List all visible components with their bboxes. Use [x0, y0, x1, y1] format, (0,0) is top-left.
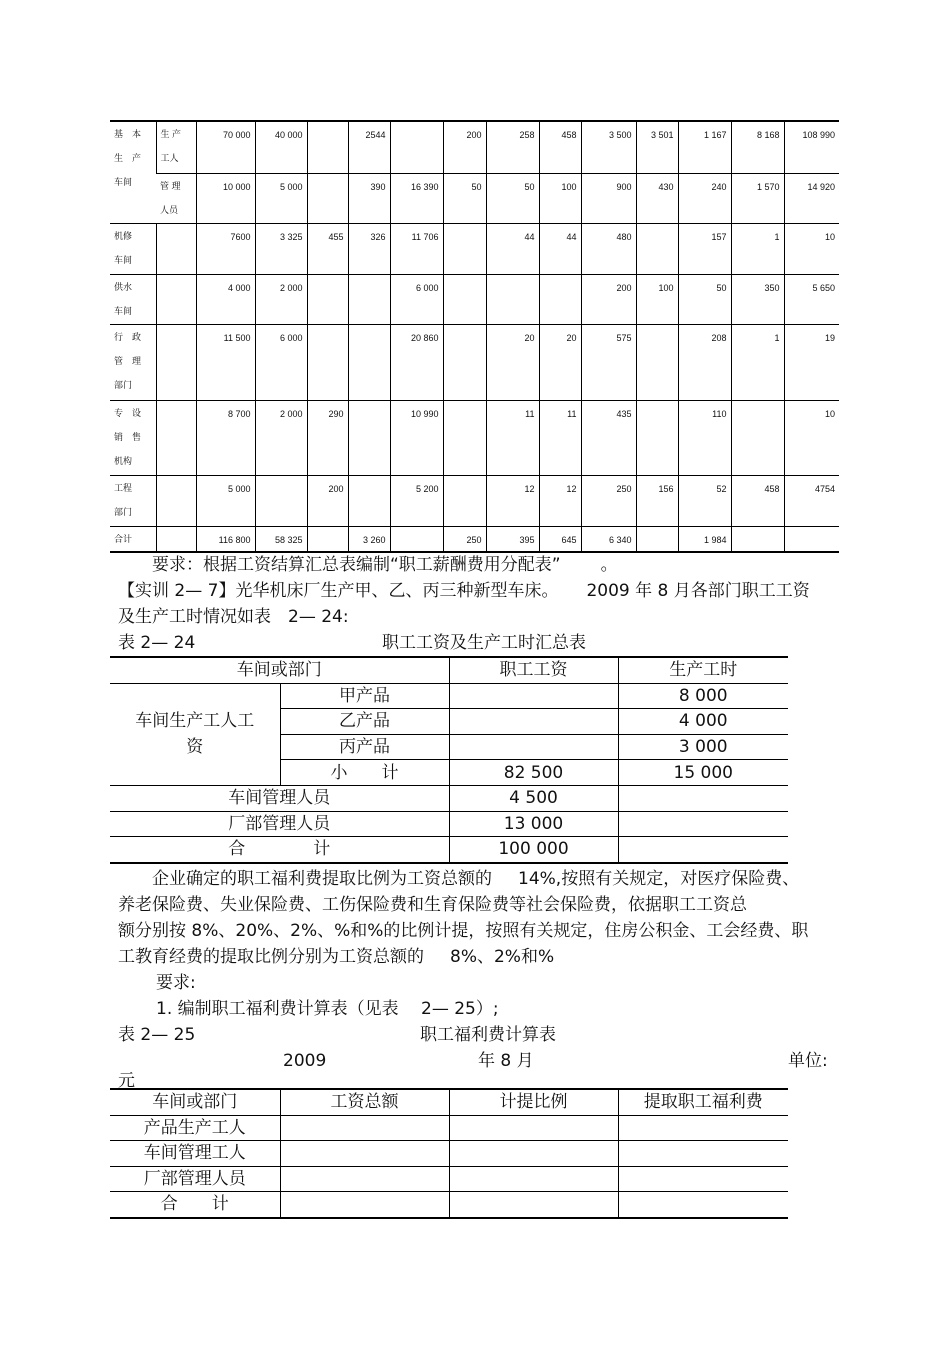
- t1-row-label: [110, 223, 156, 274]
- wage-hours-table: [110, 656, 788, 864]
- t3-row-name: 车间管理工人: [110, 1141, 280, 1167]
- t2-row-hours: 4 000: [618, 709, 788, 735]
- t2-row-wage: [449, 734, 618, 760]
- t3-row-name: 产品生产工人: [110, 1115, 280, 1141]
- paragraph-line3: 额分别按 8%、20%、2%、%和%的比例计提，按照有关规定，住房公积金、工会经费、职: [118, 921, 809, 941]
- t1-cell: 3 500: [581, 121, 636, 173]
- t1-cell: [443, 274, 486, 324]
- t1-cell: 250: [443, 526, 486, 552]
- t2-header-hours: 生产工时: [618, 657, 788, 683]
- t1-row-sublabel: [156, 400, 196, 475]
- t1-cell: 6 000: [255, 324, 307, 400]
- t1-row-sublabel: [156, 324, 196, 400]
- t1-cell: 157: [678, 223, 731, 274]
- t3-cell: [280, 1115, 449, 1141]
- t1-cell: 480: [581, 223, 636, 274]
- t1-cell: 4 000: [196, 274, 255, 324]
- t1-row-label: [110, 526, 156, 552]
- t3-cell: [449, 1166, 618, 1192]
- t1-cell: [784, 526, 839, 552]
- t1-cell: 40 000: [255, 121, 307, 173]
- t1-row: [110, 274, 839, 324]
- t1-cell: [390, 121, 443, 173]
- case-intro-line1: 【实训 2— 7】光华机床厂生产甲、乙、丙三种新型车床。 2009 年 8 月各部门职工工资: [118, 581, 810, 601]
- t1-cell: 11: [539, 400, 581, 475]
- t1-cell: 250: [581, 475, 636, 526]
- t2-row-hours: 8 000: [618, 683, 788, 709]
- t1-cell: [255, 475, 307, 526]
- t1-cell: 44: [539, 223, 581, 274]
- t2-row-hours: 3 000: [618, 734, 788, 760]
- t1-cell: 455: [307, 223, 348, 274]
- t1-cell: 58 325: [255, 526, 307, 552]
- t1-cell: 208: [678, 324, 731, 400]
- t1-label-line: 生 产: [114, 153, 142, 163]
- t1-cell: [443, 324, 486, 400]
- t1-cell: 44: [486, 223, 539, 274]
- t1-label-line: 专 设: [114, 407, 142, 418]
- table-2-24-title: 职工工资及生产工时汇总表: [382, 633, 586, 653]
- t1-cell: [307, 274, 348, 324]
- t1-label-line: 管 理: [114, 355, 142, 366]
- t1-cell: [348, 274, 390, 324]
- table-year: 2009: [283, 1051, 327, 1071]
- t2-row-hours: [618, 785, 788, 811]
- t1-row: [110, 324, 839, 400]
- t1-label-line: 合计: [114, 533, 133, 544]
- t1-cell: 20: [539, 324, 581, 400]
- t1-cell: 8 168: [731, 121, 784, 173]
- paragraph-line4: 工教育经费的提取比例分别为工资总额的 8%、2%和%: [118, 947, 555, 967]
- t3-cell: [280, 1166, 449, 1192]
- t1-cell: 430: [636, 173, 678, 223]
- t1-sublabel-line: 管 理: [160, 180, 181, 191]
- t1-cell: 435: [581, 400, 636, 475]
- t1-cell: 108 990: [784, 121, 839, 173]
- t1-cell: 10 990: [390, 400, 443, 475]
- t1-label-line: 机构: [114, 455, 133, 466]
- t1-cell: 10 000: [196, 173, 255, 223]
- t1-cell: [443, 400, 486, 475]
- welfare-calc-table: [110, 1088, 788, 1219]
- t1-cell: [636, 223, 678, 274]
- t1-cell: 1 167: [678, 121, 731, 173]
- t1-cell: [636, 526, 678, 552]
- t1-cell: 52: [678, 475, 731, 526]
- t1-sublabel-line: 生 产: [160, 129, 182, 139]
- t1-row: [110, 400, 839, 475]
- t1-label-line: 基 本: [114, 129, 142, 139]
- t1-row: [110, 475, 839, 526]
- t3-cell: [618, 1192, 788, 1218]
- t1-cell: 3 325: [255, 223, 307, 274]
- t1-cell: 350: [731, 274, 784, 324]
- t3-cell: [618, 1141, 788, 1167]
- t3-cell: [449, 1192, 618, 1218]
- t2-row-name: 车间管理人员: [110, 785, 449, 811]
- wage-summary-table: [110, 120, 839, 553]
- requirement-2: 要求:: [156, 973, 196, 993]
- t1-row-label: [110, 475, 156, 526]
- t2-row-wage: 13 000: [449, 811, 618, 837]
- t1-row-sublabel: [156, 274, 196, 324]
- t1-cell: 258: [486, 121, 539, 173]
- t1-cell: [307, 526, 348, 552]
- t3-cell: [618, 1115, 788, 1141]
- t1-label-line: 车间: [114, 305, 133, 316]
- t1-row-sublabel: [156, 173, 196, 223]
- t1-row: [110, 173, 839, 223]
- t1-cell: [348, 400, 390, 475]
- t1-cell: 11: [486, 400, 539, 475]
- t1-cell: 156: [636, 475, 678, 526]
- t1-sublabel-line: 工人: [160, 153, 179, 163]
- table-2-25-label: 表 2— 25: [118, 1025, 196, 1045]
- t1-cell: 100: [636, 274, 678, 324]
- t1-label-line: 部门: [114, 379, 133, 390]
- t1-cell: 7600: [196, 223, 255, 274]
- t1-label-line: 销 售: [114, 431, 142, 442]
- t1-cell: 11 500: [196, 324, 255, 400]
- t2-row-hours: 15 000: [618, 760, 788, 786]
- t1-cell: 900: [581, 173, 636, 223]
- t1-row: [110, 223, 839, 274]
- unit-label: 单位:: [788, 1051, 828, 1071]
- t1-cell: 645: [539, 526, 581, 552]
- t2-row-name: 乙产品: [280, 709, 449, 735]
- t1-row-label: [110, 324, 156, 400]
- t1-label-line: 车间: [114, 254, 133, 265]
- t1-cell: 10: [784, 400, 839, 475]
- t1-row-label: [110, 274, 156, 324]
- t1-cell: 100: [539, 173, 581, 223]
- t1-cell: 240: [678, 173, 731, 223]
- t1-cell: [307, 121, 348, 173]
- t1-cell: 395: [486, 526, 539, 552]
- t1-label-line: 部门: [114, 506, 133, 517]
- t1-cell: 12: [486, 475, 539, 526]
- table-2-25-title: 职工福利费计算表: [420, 1025, 556, 1045]
- t1-cell: 50: [443, 173, 486, 223]
- t1-cell: [636, 400, 678, 475]
- t3-row-name: 厂部管理人员: [110, 1166, 280, 1192]
- t1-cell: [348, 475, 390, 526]
- t1-cell: [307, 173, 348, 223]
- case-intro-line2: 及生产工时情况如表 2— 24:: [118, 607, 349, 627]
- t1-cell: [539, 274, 581, 324]
- t1-cell: 4754: [784, 475, 839, 526]
- t1-cell: 458: [539, 121, 581, 173]
- t1-cell: [390, 526, 443, 552]
- t1-cell: 3 501: [636, 121, 678, 173]
- t1-label-line: 工程: [114, 482, 133, 493]
- t1-cell: 1: [731, 324, 784, 400]
- t1-cell: [307, 324, 348, 400]
- table-month: 年 8 月: [478, 1051, 534, 1071]
- t2-row-name: 甲产品: [280, 683, 449, 709]
- t1-cell: 5 650: [784, 274, 839, 324]
- t3-header-dept: 车间或部门: [110, 1089, 280, 1115]
- t3-row-name: 合 计: [110, 1192, 280, 1218]
- t2-row-name: 厂部管理人员: [110, 811, 449, 837]
- t1-cell: 5 000: [196, 475, 255, 526]
- t2-row-hours: [618, 837, 788, 863]
- t1-sublabel-line: 人员: [160, 204, 179, 215]
- t1-cell: 110: [678, 400, 731, 475]
- t1-label-line: 供水: [114, 281, 133, 292]
- t1-row: [110, 526, 839, 552]
- t1-cell: 1: [731, 223, 784, 274]
- t1-row-sublabel: [156, 526, 196, 552]
- t1-row-label: [110, 121, 156, 223]
- t1-cell: 1 570: [731, 173, 784, 223]
- t3-cell: [280, 1192, 449, 1218]
- t1-cell: 458: [731, 475, 784, 526]
- t3-header-total: 工资总额: [280, 1089, 449, 1115]
- t1-cell: 575: [581, 324, 636, 400]
- t1-cell: 6 000: [390, 274, 443, 324]
- t1-cell: 10: [784, 223, 839, 274]
- t1-label-line: 机修: [114, 230, 133, 241]
- t2-row-hours: [618, 811, 788, 837]
- t2-row-name: 小 计: [280, 760, 449, 786]
- t3-header-rate: 计提比例: [449, 1089, 618, 1115]
- t2-row-wage: 4 500: [449, 785, 618, 811]
- t1-cell: 6 340: [581, 526, 636, 552]
- t1-cell: [348, 324, 390, 400]
- paragraph-line2: 养老保险费、失业保险费、工伤保险费和生育保险费等社会保险费，依据职工工资总: [118, 895, 747, 915]
- t1-cell: [443, 223, 486, 274]
- t3-header-welfare: 提取职工福利费: [618, 1089, 788, 1115]
- t1-cell: [636, 324, 678, 400]
- t1-label-line: 车间: [114, 177, 133, 187]
- t2-row-wage: [449, 683, 618, 709]
- t2-header-wage: 职工工资: [449, 657, 618, 683]
- t1-cell: [731, 526, 784, 552]
- t1-cell: 200: [581, 274, 636, 324]
- requirement-1: 要求：根据工资结算汇总表编制“职工薪酬费用分配表” 。: [152, 555, 618, 575]
- t1-cell: 200: [443, 121, 486, 173]
- t1-row-label: [110, 400, 156, 475]
- t1-cell: 326: [348, 223, 390, 274]
- t2-row-wage: 100 000: [449, 837, 618, 863]
- t1-cell: 50: [486, 173, 539, 223]
- t3-cell: [449, 1141, 618, 1167]
- unit-value: 元: [118, 1071, 135, 1091]
- t1-cell: 290: [307, 400, 348, 475]
- t1-cell: 20: [486, 324, 539, 400]
- t3-cell: [618, 1166, 788, 1192]
- t1-row-sublabel: [156, 121, 196, 173]
- t1-row: [110, 121, 839, 173]
- t1-row-sublabel: [156, 223, 196, 274]
- t2-row-name: 合 计: [110, 837, 449, 863]
- t1-cell: 19: [784, 324, 839, 400]
- t1-label-line: 行 政: [114, 331, 142, 342]
- t1-cell: 8 700: [196, 400, 255, 475]
- t1-cell: 11 706: [390, 223, 443, 274]
- t1-cell: 1 984: [678, 526, 731, 552]
- t1-cell: 20 860: [390, 324, 443, 400]
- t1-cell: 2544: [348, 121, 390, 173]
- t1-cell: 12: [539, 475, 581, 526]
- requirement-2-item-1: 1. 编制职工福利费计算表（见表 2— 25）;: [156, 999, 499, 1019]
- t1-cell: 5 000: [255, 173, 307, 223]
- t3-cell: [449, 1115, 618, 1141]
- t2-row-wage: [449, 709, 618, 735]
- t1-cell: 2 000: [255, 400, 307, 475]
- t2-row-wage: 82 500: [449, 760, 618, 786]
- t2-row-name: 丙产品: [280, 734, 449, 760]
- t1-cell: [731, 400, 784, 475]
- t1-row-sublabel: [156, 475, 196, 526]
- t1-cell: 16 390: [390, 173, 443, 223]
- paragraph-line1: 企业确定的职工福利费提取比例为工资总额的 14%,按照有关规定，对医疗保险费、: [152, 869, 800, 889]
- t1-cell: 3 260: [348, 526, 390, 552]
- t1-cell: 200: [307, 475, 348, 526]
- t1-cell: [443, 475, 486, 526]
- t2-header-dept: 车间或部门: [110, 657, 449, 683]
- t2-group-label: 车间生产工人工 资: [110, 683, 280, 785]
- t1-cell: 2 000: [255, 274, 307, 324]
- table-2-24-label: 表 2— 24: [118, 633, 196, 653]
- t1-cell: 5 200: [390, 475, 443, 526]
- t3-cell: [280, 1141, 449, 1167]
- t1-cell: 14 920: [784, 173, 839, 223]
- t1-cell: 70 000: [196, 121, 255, 173]
- t1-cell: 50: [678, 274, 731, 324]
- t1-cell: 390: [348, 173, 390, 223]
- t1-cell: 116 800: [196, 526, 255, 552]
- t1-cell: [486, 274, 539, 324]
